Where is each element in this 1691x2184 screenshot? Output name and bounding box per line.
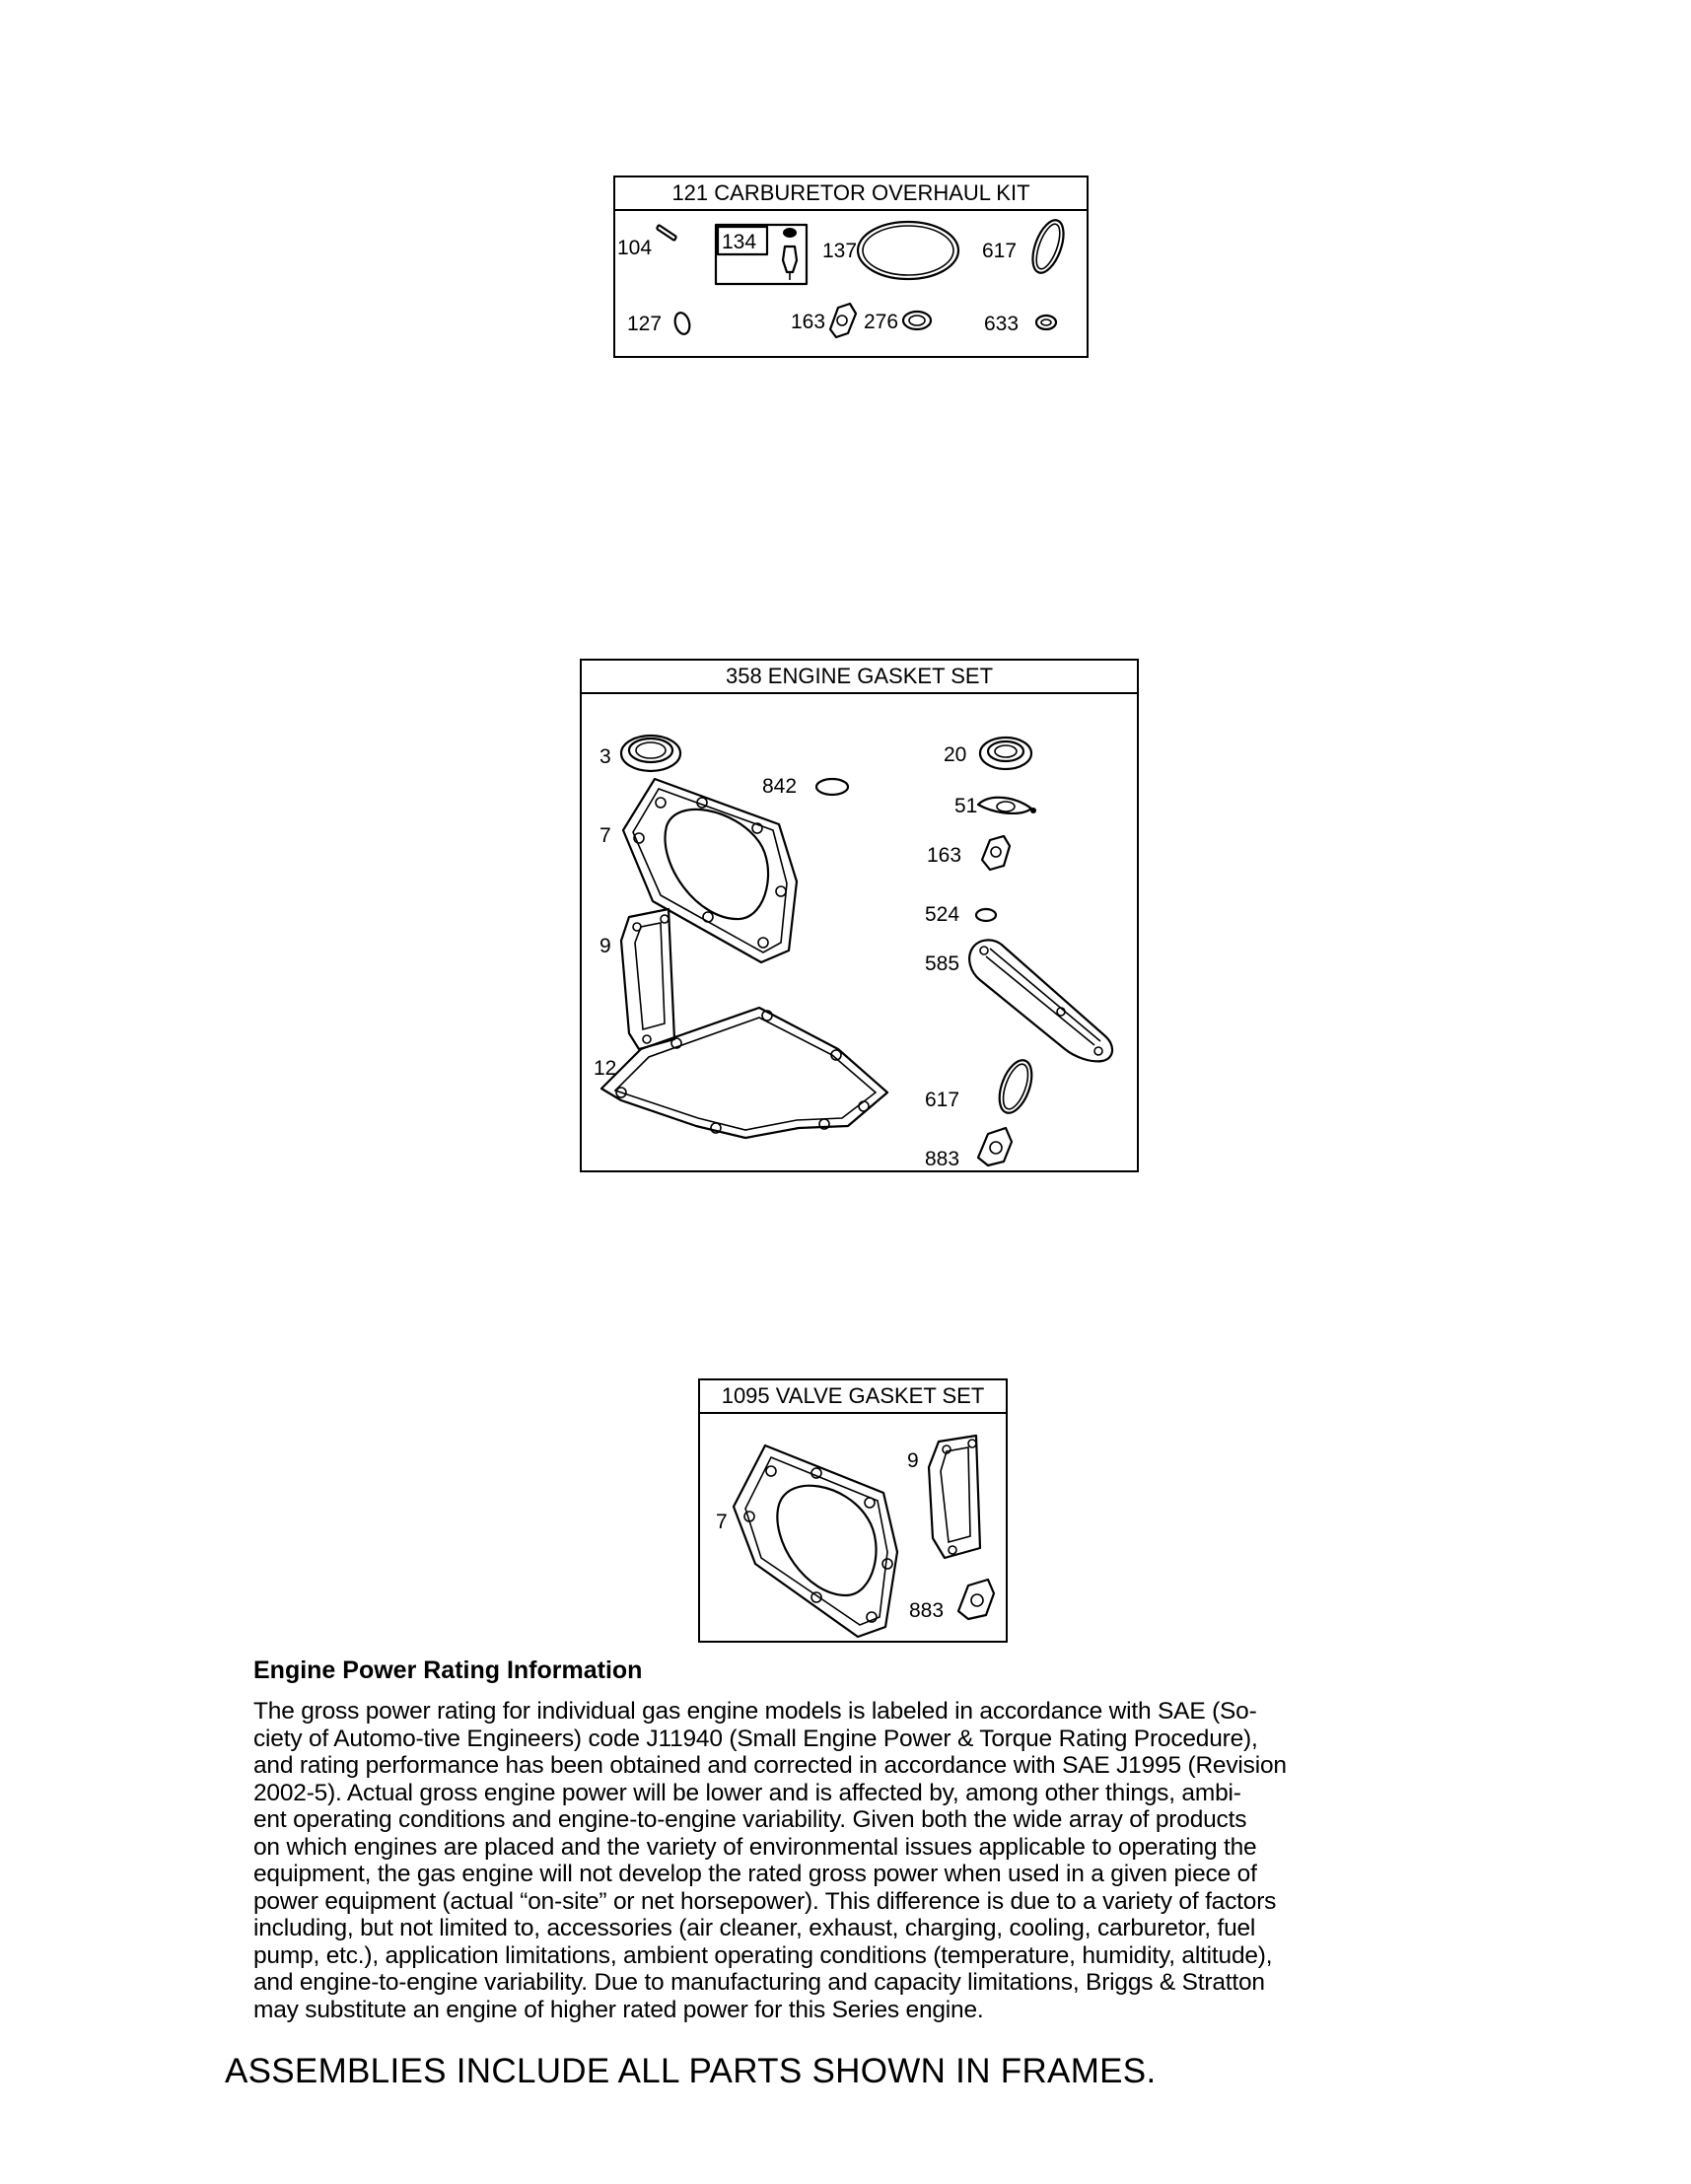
valve-cover-gasket-part-9 [621, 909, 674, 1049]
power-rating-body [253, 1698, 1437, 2023]
part-label-163: 163 [791, 311, 826, 333]
engine-gasket-set-diagram [582, 694, 1137, 1170]
gasket-part-163-engine [982, 836, 1010, 870]
gasket-part-585 [969, 940, 1112, 1061]
part-label-883-valve: 883 [909, 1599, 945, 1622]
part-label-617: 617 [982, 240, 1018, 262]
power-rating-line: and rating performance has been obtained and corrected in accordance with SAE J1995 (Revision [253, 1752, 1287, 1779]
power-rating-line: may substitute an engine of higher rated power for this Series engine. [253, 1996, 984, 2023]
part-label-163-engine: 163 [927, 844, 962, 867]
valve-gasket-set-diagram [700, 1414, 1006, 1641]
power-rating-line: ent operating conditions and engine-to-engine variability. Given both the wide array of products [253, 1806, 1247, 1833]
carburetor-kit-diagram [615, 211, 1087, 356]
float-bowl-gasket-137 [858, 222, 958, 279]
engine-gasket-set-title: 358 ENGINE GASKET SET [582, 661, 1137, 694]
part-label-9: 9 [599, 935, 611, 957]
gasket-part-51 [978, 798, 1036, 813]
oring-part-524 [976, 909, 996, 921]
part-label-12: 12 [594, 1057, 617, 1080]
part-label-7: 7 [599, 824, 611, 847]
head-gasket-part-7-valve [734, 1445, 897, 1637]
washer-part-276 [903, 312, 931, 329]
part-label-7-valve: 7 [716, 1511, 728, 1533]
power-rating-line: 2002-5). Actual gross engine power will be lower and is affected by, among other things, ambi- [253, 1779, 1241, 1806]
carburetor-kit-title: 121 CARBURETOR OVERHAUL KIT [615, 177, 1087, 211]
part-label-20: 20 [944, 743, 967, 766]
part-label-524: 524 [925, 903, 960, 926]
head-gasket-part-7 [623, 779, 797, 962]
oring-part-617-engine [993, 1056, 1037, 1117]
valve-gasket-set-title: 1095 VALVE GASKET SET [700, 1380, 1006, 1414]
part-label-127: 127 [627, 313, 663, 335]
part-label-276: 276 [864, 311, 899, 333]
part-label-9-valve: 9 [907, 1449, 919, 1472]
part-label-617-engine: 617 [925, 1089, 960, 1111]
valve-cover-gasket-part-9-valve [929, 1436, 980, 1558]
power-rating-line: pump, etc.), application limitations, ambient operating conditions (temperature, humidity, altitude), [253, 1941, 1273, 1969]
part-label-104: 104 [617, 237, 653, 259]
power-rating-line: The gross power rating for individual gas engine models is labeled in accordance with SAE (So- [253, 1698, 1257, 1725]
gasket-part-883 [978, 1128, 1012, 1165]
part-label-842: 842 [762, 775, 798, 798]
part-label-134: 134 [722, 231, 757, 253]
part-label-883: 883 [925, 1148, 960, 1170]
power-rating-heading: Engine Power Rating Information [253, 1656, 643, 1684]
oring-part-842 [816, 779, 848, 795]
assemblies-footer-note: ASSEMBLIES INCLUDE ALL PARTS SHOWN IN FRAMES. [225, 2052, 1157, 2090]
seal-part-20 [980, 738, 1031, 769]
power-rating-line: ciety of Automo-tive Engineers) code J11940 (Small Engine Power & Torque Rating Procedure), [253, 1725, 1258, 1752]
crankcase-gasket-part-12 [601, 1008, 887, 1138]
power-rating-line: on which engines are placed and the variety of environmental issues applicable to operating the [253, 1833, 1257, 1861]
gasket-part-883-valve [958, 1580, 994, 1619]
oil-seal-part-3 [621, 736, 680, 771]
power-rating-line: and engine-to-engine variability. Due to manufacturing and capacity limitations, Briggs & Stratton [253, 1969, 1265, 1996]
part-label-585: 585 [925, 952, 960, 975]
carburetor-kit-frame [613, 176, 1089, 358]
oring-part-617 [1026, 216, 1070, 277]
engine-gasket-set-frame [580, 659, 1139, 1172]
part-label-3: 3 [599, 745, 611, 768]
seal-part-633 [1036, 316, 1056, 329]
valve-gasket-set-frame [698, 1378, 1008, 1643]
part-label-137: 137 [822, 240, 858, 262]
seal-part-127 [672, 312, 691, 336]
power-rating-line: equipment, the gas engine will not develop the rated gross power when used in a given piece of [253, 1861, 1257, 1887]
part-label-633: 633 [984, 313, 1020, 335]
gasket-part-163 [830, 304, 856, 337]
power-rating-line: power equipment (actual “on-site” or net horsepower). This difference is due to a variety of factors [253, 1887, 1277, 1915]
part-label-51: 51 [954, 795, 978, 817]
power-rating-line: including, but not limited to, accessories (air cleaner, exhaust, charging, cooling, carburetor, fuel [253, 1915, 1256, 1941]
pin-part-104 [657, 225, 676, 241]
